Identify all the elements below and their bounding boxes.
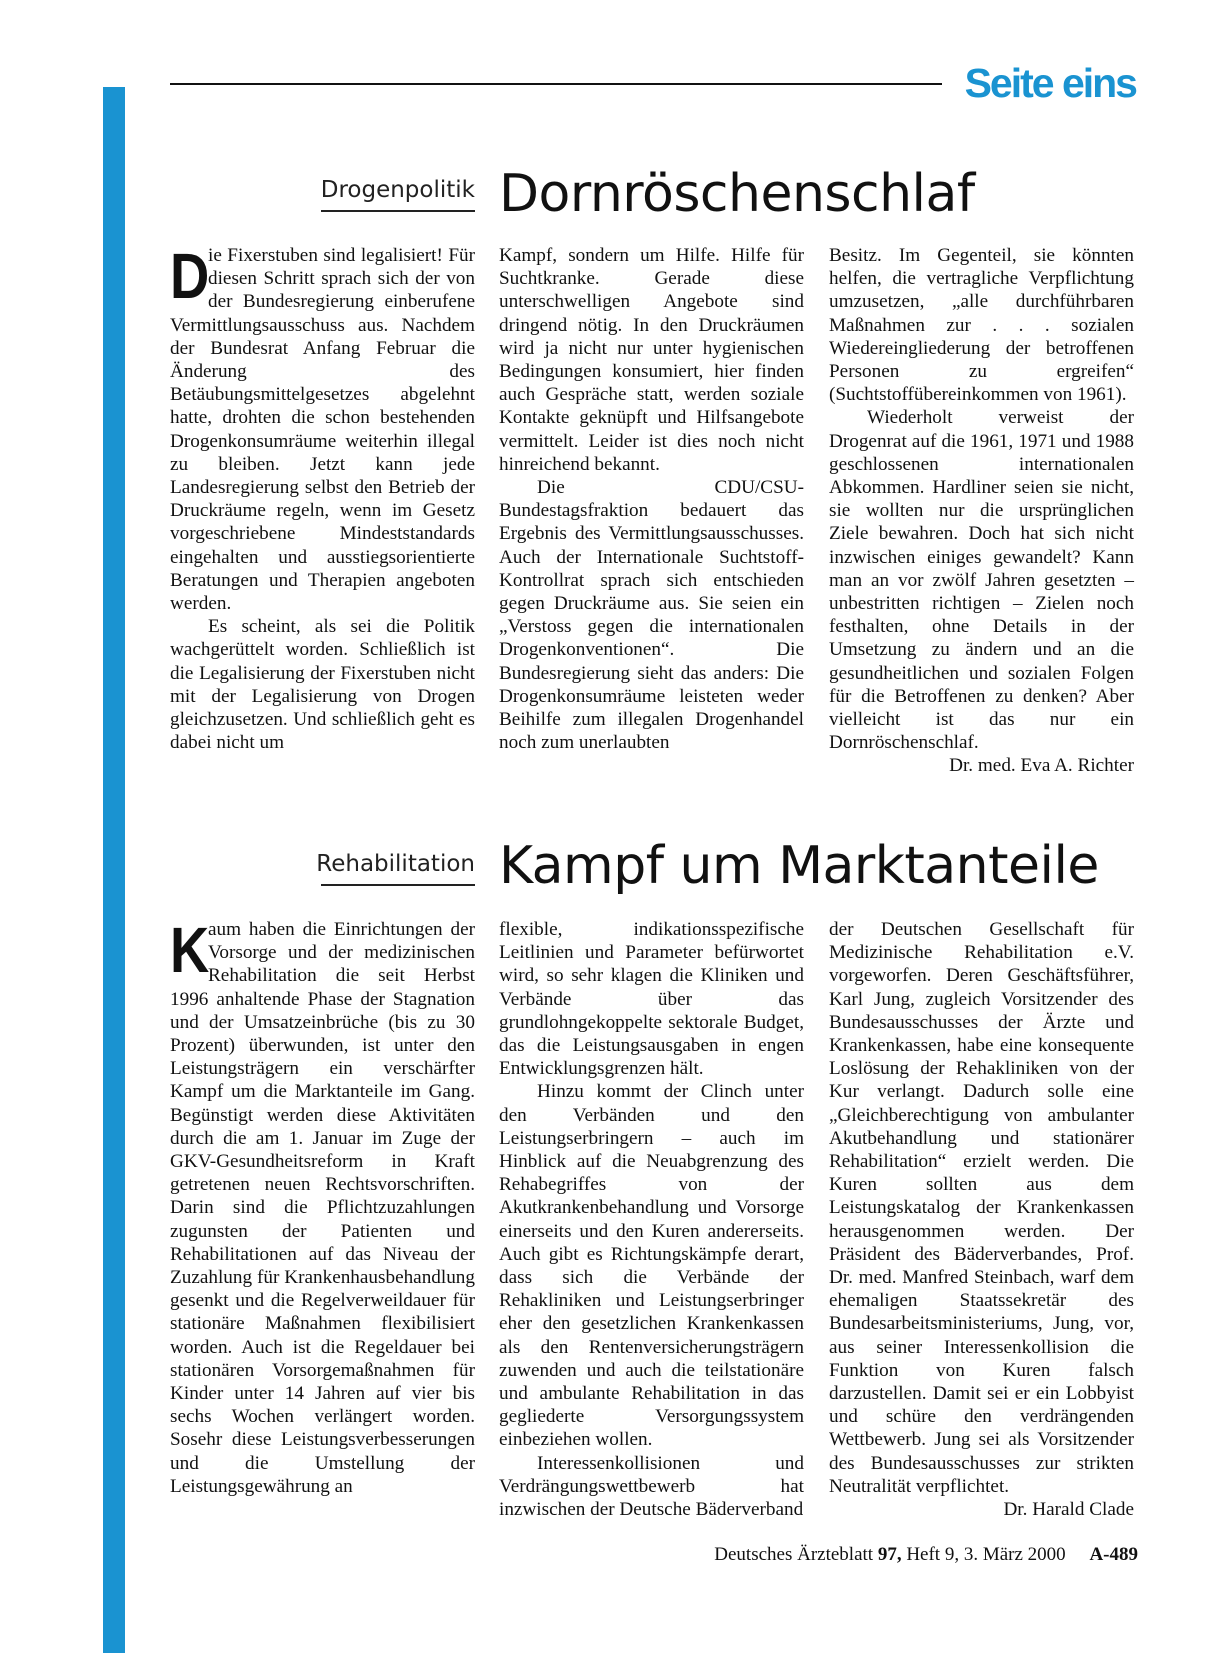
article-2-paragraph: Interessenkollisionen und Verdrängungswettbewerb hat inzwischen der Deutsche Bäderverband (499, 1452, 804, 1521)
article-2-paragraph: flexible, indikationsspezifische Leitlinien und Parameter befürwortet wird, so sehr klagen die Kliniken und Verbände über das grundlohngekoppelte sektorale Budget, das die Leistungsausgaben in engen Entwicklungsgrenzen hält. (499, 919, 804, 1080)
article-1-author: Dr. med. Eva A. Richter (949, 755, 1134, 777)
footer-volume: 97, (877, 1544, 902, 1565)
article-1-column-1 (170, 240, 475, 754)
article-1-paragraph: Kampf, sondern um Hilfe. Hilfe für Suchtkranke. Gerade diese unterschwelligen Angebote sind dringend nötig. In den Druckräumen wird ja nicht nur unter hygienischen Bedingungen konsumiert, hier finden auch Gespräche statt, werden soziale Kontakte geknüpft und Hilfsangebote vermittelt. Leider ist dies noch nicht hinreichend bekannt. (499, 245, 804, 475)
article-1-headline: Dornröschenschlaf (499, 164, 975, 224)
article-1-kicker: Drogenpolitik (320, 177, 475, 203)
article-1-paragraph: D ie Fixerstuben sind legalisiert! Für diesen Schritt sprach sich der von der Bundesregierung einberufene Vermittlungsausschuss aus. Nachdem der Bundesrat Anfang Februar die Änderung des Betäubungsmittelgesetzes abgelehnt hatte, drohten die schon bestehenden Drogenkonsumräume weiterhin illegal zu bleiben. Jetzt kann jede Landesregierung selbst den Betrieb der Druckräume regeln, wenn im Gesetz vorgeschriebene Mindeststandards eingehalten und ausstiegsorientierte Beratungen und Therapien angeboten werden. (170, 240, 475, 615)
section-label: Seite eins (964, 60, 1136, 106)
article-2-headline: Kampf um Marktanteile (499, 836, 1099, 896)
article-1-paragraph: Es scheint, als sei die Politik wachgerüttelt worden. Schließlich ist die Legalisierung der Fixerstuben nicht mit der Legalisierung von Drogen gleichzusetzen. Und schließlich geht es dabei nicht um (170, 616, 475, 754)
article-1-paragraph: Besitz. Im Gegenteil, sie könnten helfen, die vertragliche Verpflichtung umzusetzen, „alle durchführbaren Maßnahmen zur . . . sozialen Wiedereingliederung der betroffenen Personen zu ergreifen“ (Suchtstoffübereinkommen von 1961). (829, 245, 1134, 406)
page-footer (600, 1544, 1138, 1566)
article-1-dropcap: D (170, 240, 210, 312)
article-2-column-1 (170, 914, 475, 1498)
footer-journal: Deutsches Ärzteblatt (714, 1544, 874, 1565)
article-1-paragraph: Wiederholt verweist der Drogenrat auf die 1961, 1971 und 1988 geschlossenen internationalen Abkommen. Hardliner seien sie nicht, sie wollten nur die ursprünglichen Ziele bewahren. Doch hat sich nicht inzwischen einiges gewandelt? Kann man an vor zwölf Jahren gesetzten – unbestritten richtigen – Zielen noch festhalten, ohne Details in der Umsetzung zu ändern und an die gesundheitlichen und sozialen Folgen für die Betroffenen zu denken? Aber vielleicht ist das nur ein Dornröschenschlaf. Dr. med. Eva A. Richter (829, 407, 1134, 777)
footer-page-number: A-489 (1089, 1544, 1138, 1565)
article-2-paragraph: K aum haben die Einrichtungen der Vorsorge und der medizinischen Rehabilitation die seit Herbst 1996 anhaltende Phase der Stagnation und der Umsatzeinbrüche (bis zu 30 Prozent) überwunden, ist unter den Leistungsträgern ein verschärfter Kampf um die Marktanteile im Gang. Begünstigt werden diese Aktivitäten durch die am 1. Januar im Zuge der GKV-Gesundheitsreform in Kraft getretenen neuen Rechtsvorschriften. Darin sind die Pflichtzuzahlungen zugunsten der Patienten und Rehabilitationen auf das Niveau der Zuzahlung für Krankenhausbehandlung gesenkt und die Regelverweildauer für stationäre Maßnahmen flexibilisiert worden. Auch ist die Regeldauer bei stationären Vorsorgemaßnahmen für Kinder unter 14 Jahren auf vier bis sechs Wochen verlängert worden. Sosehr diese Leistungsverbesserungen und die Umstellung der Leistungsgewährung an (170, 914, 475, 1497)
article-2-dropcap: K (170, 914, 210, 986)
article-2-author: Dr. Harald Clade (1003, 1499, 1134, 1521)
header-rule (170, 83, 942, 85)
article-1-column-3 (829, 244, 1134, 778)
sidebar-accent-bar (103, 87, 125, 1653)
article-2-kicker-rule (321, 884, 475, 886)
article-2-column-2 (499, 918, 804, 1521)
article-1-paragraph: Die CDU/CSU-Bundestagsfraktion bedauert das Ergebnis des Vermittlungsausschusses. Auch der Internationale Suchtstoff-Kontrollrat sprach sich entschieden gegen Druckräume aus. Sie seien ein „Verstoss gegen die internationalen Drogenkonventionen“. Die Bundesregierung sieht das anders: Die Drogenkonsumräume leisteten weder Beihilfe zum illegalen Drogenhandel noch zum unerlaubten (499, 477, 804, 754)
article-2-paragraph: der Deutschen Gesellschaft für Medizinische Rehabilitation e.V. vorgeworfen. Deren Geschäftsführer, Karl Jung, zugleich Vorsitzender des Bundesausschusses der Ärzte und Krankenkassen, habe eine konsequente Loslösung der Rehakliniken von der Kur verlangt. Dadurch solle eine „Gleichberechtigung von ambulanter Akutbehandlung und stationärer Rehabilitation“ erzielt werden. Die Kuren sollten aus dem Leistungskatalog der Krankenkassen herausgenommen werden. Der Präsident des Bäderverbandes, Prof. Dr. med. Manfred Steinbach, warf dem ehemaligen Staatssekretär des Bundesarbeitsministeriums, Jung, vor, aus seiner Interessenkollision die Funktion von Kuren falsch darzustellen. Damit sei er ein Lobbyist und schüre den verdrängenden Wettbewerb. Jung sei als Vorsitzender des Bundesausschusses zur strikten Neutralität verpflichtet. Dr. Harald Clade (829, 919, 1134, 1521)
article-2-column-3 (829, 918, 1134, 1521)
article-2-paragraph: Hinzu kommt der Clinch unter den Verbänden und den Leistungserbringern – auch im Hinblick auf die Neuabgrenzung des Rehabegriffes von der Akutkrankenbehandlung und Vorsorge einerseits und den Kuren andererseits. Auch gibt es Richtungskämpfe derart, dass sich die Verbände der Rehakliniken und Leistungserbringer eher den gesetzlichen Krankenkassen als den Rentenversicherungsträgern zuwenden und auch die teilstationäre und ambulante Rehabilitation in das gegliederte Versorgungssystem einbeziehen wollen. (499, 1081, 804, 1451)
article-1-column-2 (499, 244, 804, 754)
footer-issue: Heft 9, 3. März 2000 (906, 1544, 1066, 1565)
article-1-kicker-rule (321, 210, 475, 212)
article-2-kicker: Rehabilitation (316, 851, 475, 877)
